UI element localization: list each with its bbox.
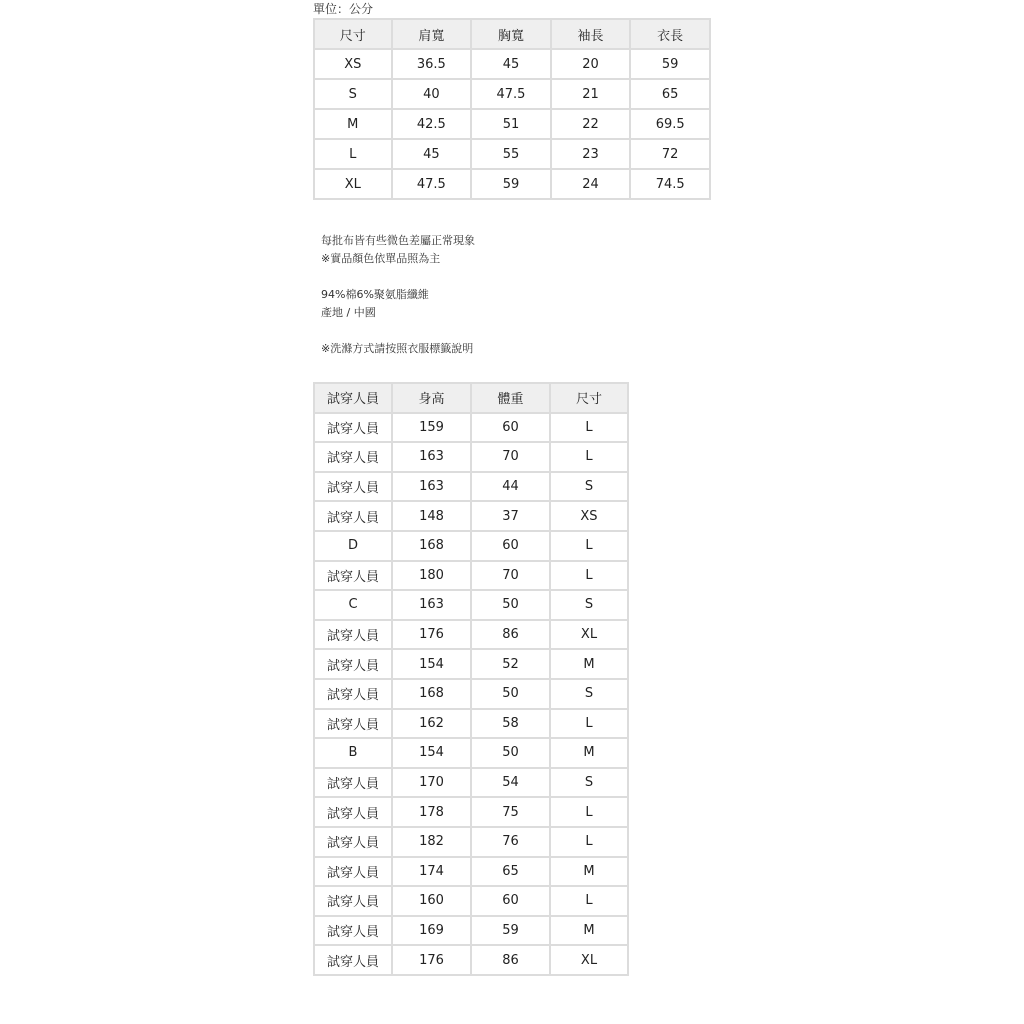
- table-cell: 169: [392, 916, 471, 946]
- table-cell: C: [314, 590, 392, 620]
- table-row: [314, 738, 628, 768]
- header-model: 試穿人員: [314, 383, 392, 413]
- table-cell: 70: [471, 561, 550, 591]
- table-cell: L: [314, 139, 392, 169]
- table-cell: M: [550, 649, 628, 679]
- table-cell: 75: [471, 797, 550, 827]
- table-cell: M: [550, 738, 628, 768]
- table-cell: 24: [551, 169, 631, 199]
- table-row: [314, 797, 628, 827]
- table-row: [314, 620, 628, 650]
- table-cell: 176: [392, 620, 471, 650]
- table-cell: 174: [392, 857, 471, 887]
- table-cell: 23: [551, 139, 631, 169]
- table-row: [314, 590, 628, 620]
- table-cell: 試穿人員: [314, 561, 392, 591]
- fitting-models-header-row: [314, 383, 628, 413]
- table-cell: 試穿人員: [314, 679, 392, 709]
- table-cell: 40: [392, 79, 472, 109]
- table-cell: B: [314, 738, 392, 768]
- material-composition: 94%棉6%聚氨脂纖維: [321, 288, 429, 301]
- header-fitted-size: 尺寸: [550, 383, 628, 413]
- table-row: [314, 49, 710, 79]
- table-row: [314, 169, 710, 199]
- table-row: [314, 886, 628, 916]
- table-cell: L: [550, 797, 628, 827]
- table-cell: 37: [471, 501, 550, 531]
- table-cell: 54: [471, 768, 550, 798]
- header-shoulder-width: 肩寬: [392, 19, 472, 49]
- table-cell: 45: [471, 49, 551, 79]
- table-cell: 42.5: [392, 109, 472, 139]
- table-row: [314, 857, 628, 887]
- table-cell: 182: [392, 827, 471, 857]
- table-cell: 60: [471, 531, 550, 561]
- table-row: [314, 827, 628, 857]
- table-cell: 163: [392, 472, 471, 502]
- table-cell: 163: [392, 442, 471, 472]
- table-cell: 51: [471, 109, 551, 139]
- table-cell: 45: [392, 139, 472, 169]
- table-cell: M: [550, 916, 628, 946]
- table-cell: 65: [471, 857, 550, 887]
- table-cell: 76: [471, 827, 550, 857]
- table-cell: 44: [471, 472, 550, 502]
- table-cell: 170: [392, 768, 471, 798]
- table-cell: 試穿人員: [314, 709, 392, 739]
- table-cell: 59: [471, 169, 551, 199]
- table-row: [314, 413, 628, 443]
- header-chest-width: 胸寬: [471, 19, 551, 49]
- table-cell: 試穿人員: [314, 413, 392, 443]
- table-cell: 55: [471, 139, 551, 169]
- unit-label: 單位：公分: [313, 2, 374, 16]
- table-cell: M: [314, 109, 392, 139]
- table-cell: S: [550, 679, 628, 709]
- table-row: [314, 109, 710, 139]
- table-cell: L: [550, 561, 628, 591]
- table-cell: 86: [471, 945, 550, 975]
- table-cell: 162: [392, 709, 471, 739]
- table-cell: 159: [392, 413, 471, 443]
- table-cell: M: [550, 857, 628, 887]
- spacer: [321, 322, 475, 340]
- table-row: [314, 945, 628, 975]
- table-cell: 52: [471, 649, 550, 679]
- product-notes: [321, 232, 475, 358]
- table-cell: 160: [392, 886, 471, 916]
- table-row: [314, 649, 628, 679]
- table-cell: XL: [550, 620, 628, 650]
- table-cell: 60: [471, 413, 550, 443]
- table-cell: XL: [550, 945, 628, 975]
- table-cell: 74.5: [630, 169, 710, 199]
- table-cell: 50: [471, 590, 550, 620]
- table-cell: 60: [471, 886, 550, 916]
- table-row: [314, 679, 628, 709]
- table-cell: 59: [471, 916, 550, 946]
- table-cell: L: [550, 827, 628, 857]
- table-cell: 180: [392, 561, 471, 591]
- header-garment-length: 衣長: [630, 19, 710, 49]
- table-cell: 168: [392, 531, 471, 561]
- table-cell: 86: [471, 620, 550, 650]
- table-cell: 試穿人員: [314, 472, 392, 502]
- table-cell: 69.5: [630, 109, 710, 139]
- table-row: [314, 709, 628, 739]
- table-cell: 36.5: [392, 49, 472, 79]
- table-cell: 試穿人員: [314, 649, 392, 679]
- table-cell: 176: [392, 945, 471, 975]
- table-cell: S: [550, 768, 628, 798]
- table-cell: 148: [392, 501, 471, 531]
- table-row: [314, 472, 628, 502]
- table-cell: 59: [630, 49, 710, 79]
- table-cell: 47.5: [392, 169, 472, 199]
- table-cell: 試穿人員: [314, 945, 392, 975]
- table-cell: 試穿人員: [314, 442, 392, 472]
- spacer: [321, 268, 475, 286]
- table-cell: 70: [471, 442, 550, 472]
- table-cell: 154: [392, 649, 471, 679]
- table-cell: S: [314, 79, 392, 109]
- table-cell: 58: [471, 709, 550, 739]
- table-cell: 試穿人員: [314, 886, 392, 916]
- table-cell: XS: [550, 501, 628, 531]
- actual-color-note: ※實品顏色依單品照為主: [321, 252, 441, 265]
- table-cell: 試穿人員: [314, 916, 392, 946]
- table-cell: 試穿人員: [314, 620, 392, 650]
- table-cell: 178: [392, 797, 471, 827]
- table-row: [314, 561, 628, 591]
- table-cell: XL: [314, 169, 392, 199]
- table-cell: L: [550, 413, 628, 443]
- table-cell: S: [550, 590, 628, 620]
- country-of-origin: 產地 / 中國: [321, 306, 376, 319]
- table-row: [314, 916, 628, 946]
- table-row: [314, 768, 628, 798]
- table-cell: 試穿人員: [314, 768, 392, 798]
- table-cell: L: [550, 886, 628, 916]
- table-cell: L: [550, 709, 628, 739]
- table-cell: 試穿人員: [314, 501, 392, 531]
- size-chart-table: [313, 18, 711, 200]
- size-chart-header-row: [314, 19, 710, 49]
- table-cell: 47.5: [471, 79, 551, 109]
- table-cell: 154: [392, 738, 471, 768]
- table-cell: XS: [314, 49, 392, 79]
- table-cell: 試穿人員: [314, 857, 392, 887]
- table-cell: 163: [392, 590, 471, 620]
- table-cell: L: [550, 442, 628, 472]
- table-cell: 50: [471, 679, 550, 709]
- table-cell: 試穿人員: [314, 797, 392, 827]
- table-cell: 168: [392, 679, 471, 709]
- header-sleeve-length: 袖長: [551, 19, 631, 49]
- table-cell: 20: [551, 49, 631, 79]
- table-cell: L: [550, 531, 628, 561]
- color-variance-note: 每批布皆有些微色差屬正常現象: [321, 234, 475, 247]
- table-cell: 試穿人員: [314, 827, 392, 857]
- header-height: 身高: [392, 383, 471, 413]
- table-cell: 22: [551, 109, 631, 139]
- table-cell: 72: [630, 139, 710, 169]
- fitting-models-table: [313, 382, 629, 976]
- header-size: 尺寸: [314, 19, 392, 49]
- table-cell: S: [550, 472, 628, 502]
- table-row: [314, 531, 628, 561]
- table-cell: 21: [551, 79, 631, 109]
- washing-instructions-note: ※洗滌方式請按照衣服標籤說明: [321, 342, 474, 355]
- table-cell: 50: [471, 738, 550, 768]
- table-row: [314, 79, 710, 109]
- table-cell: D: [314, 531, 392, 561]
- table-cell: 65: [630, 79, 710, 109]
- table-row: [314, 501, 628, 531]
- table-row: [314, 139, 710, 169]
- table-row: [314, 442, 628, 472]
- header-weight: 體重: [471, 383, 550, 413]
